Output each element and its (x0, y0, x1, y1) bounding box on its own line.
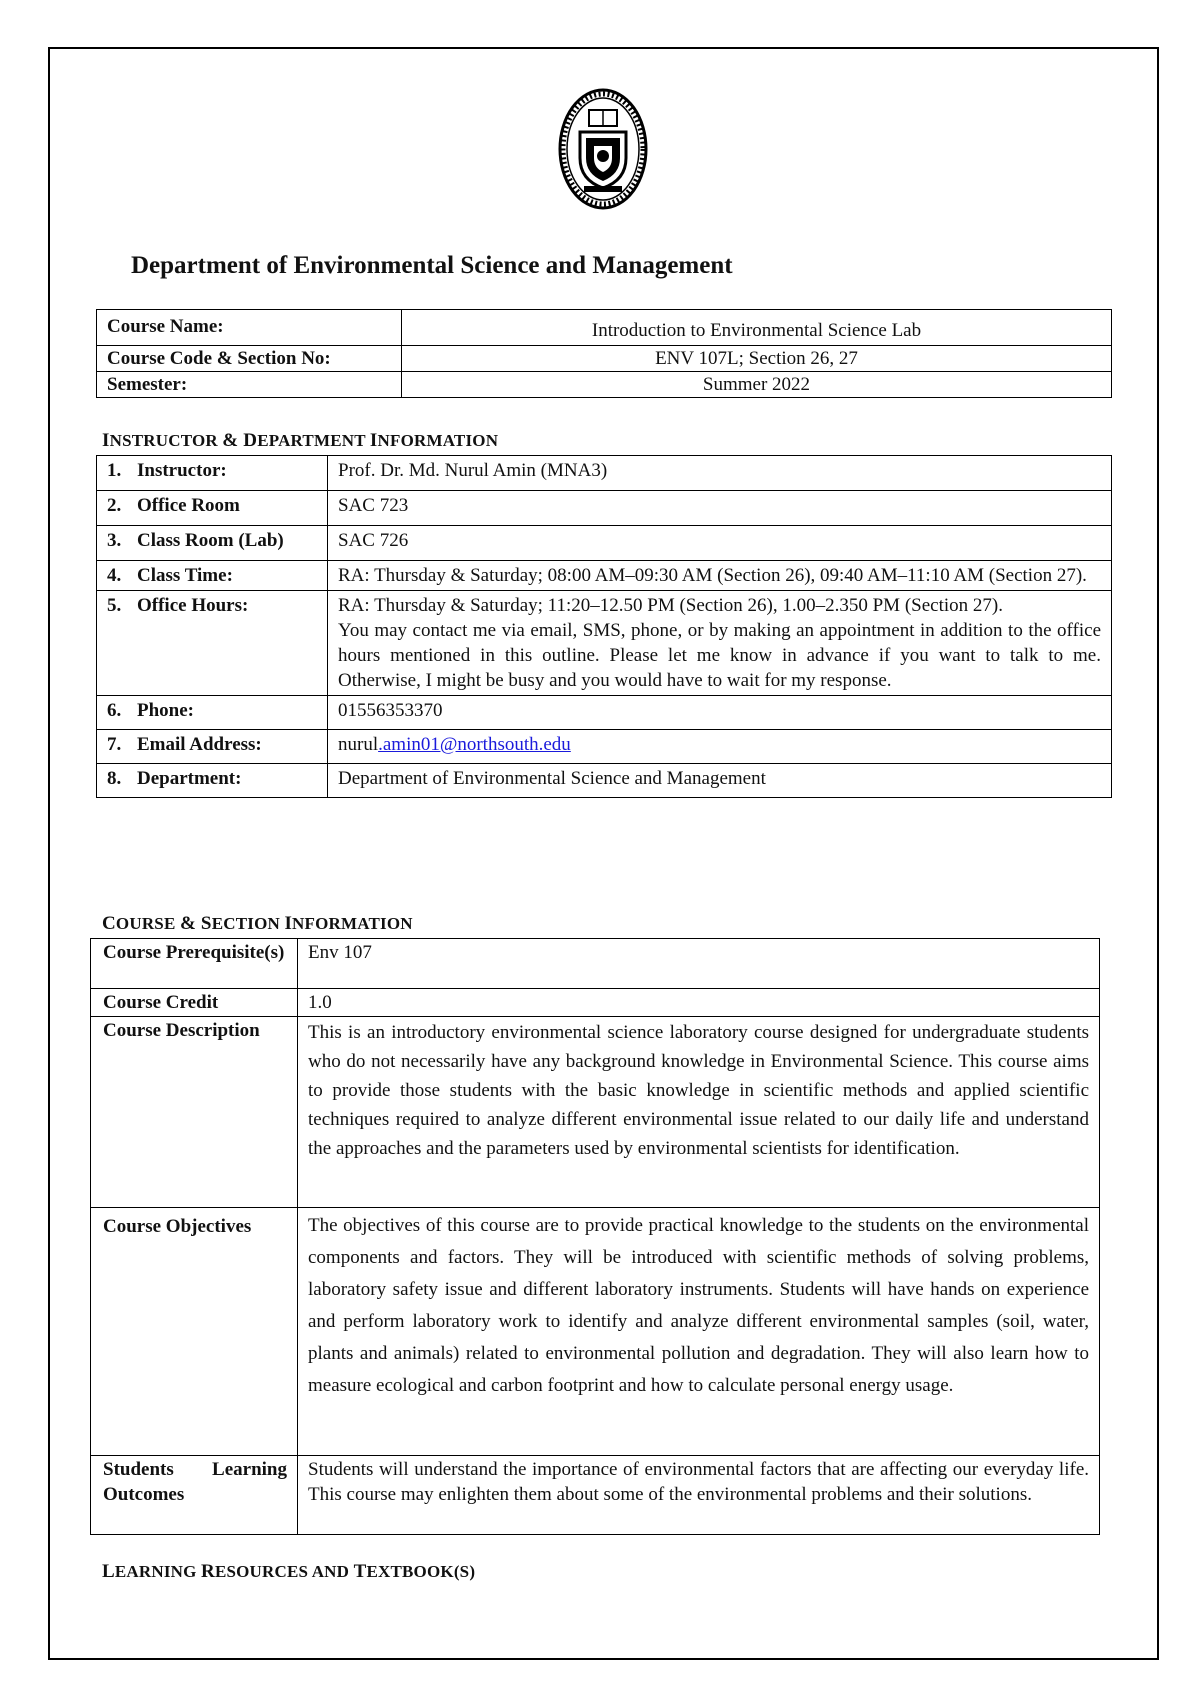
class-room-value: SAC 726 (328, 526, 1112, 561)
office-room-label: 2. Office Room (97, 491, 328, 526)
class-room-label: 3. Class Room (Lab) (97, 526, 328, 561)
office-hours-value: RA: Thursday & Saturday; 11:20–12.50 PM (Section 26), 1.00–2.350 PM (Section 27). You may contact me via email, SMS, phone, or by making an appointment in addition to the office hours mentioned in this outline. Please let me know in advance if you want to talk to me. Otherwise, I might be busy and you would have to wait for my response. (328, 591, 1112, 696)
instructor-label: 1. Instructor: (97, 456, 328, 491)
office-room-value: SAC 723 (328, 491, 1112, 526)
table-row (97, 526, 1112, 561)
university-seal-logo (558, 88, 648, 210)
learning-outcomes-value: Students will understand the importance of environmental factors that are affecting our everyday life. This course may enlighten them about some of the environmental problems and their solutions. (298, 1456, 1100, 1535)
course-name-label: Course Name: (97, 310, 402, 346)
email-value: nurul.amin01@northsouth.edu (328, 730, 1112, 764)
class-time-value: RA: Thursday & Saturday; 08:00 AM–09:30 AM (Section 26), 09:40 AM–11:10 AM (Section 27). (328, 561, 1112, 591)
class-time-label: 4. Class Time: (97, 561, 328, 591)
table-row (97, 372, 1112, 398)
course-info-table (90, 938, 1100, 1535)
course-description-value: This is an introductory environmental science laboratory course designed for undergraduate students who do not necessarily have any background knowledge in Environmental Science. This course aims to provide those students with the basic knowledge in scientific methods and applied scientific techniques required to analyze different environmental issue related to our daily life and understand the approaches and the parameters used by environmental scientists for identification. (298, 1017, 1100, 1208)
department-value: Department of Environmental Science and Management (328, 764, 1112, 798)
course-section-heading: COURSE & SECTION INFORMATION (102, 913, 413, 934)
table-row (97, 591, 1112, 696)
resources-section-heading: LEARNING RESOURCES AND TEXTBOOK(S) (102, 1561, 476, 1582)
phone-label: 6. Phone: (97, 696, 328, 730)
table-row (97, 730, 1112, 764)
instructor-section-heading: INSTRUCTOR & DEPARTMENT INFORMATION (102, 430, 499, 451)
prerequisite-label: Course Prerequisite(s) (91, 939, 298, 989)
department-title: Department of Environmental Science and Management (131, 252, 733, 279)
table-row (91, 989, 1100, 1017)
course-credit-value: 1.0 (298, 989, 1100, 1017)
office-hours-note: You may contact me via email, SMS, phone, or by making an appointment in addition to the office hours mentioned in this outline. Please let me know in advance if you want to talk to me. Otherwise, I might be busy and you would have to wait for my response. (338, 620, 1101, 691)
learning-outcomes-label: Students Learning Outcomes (91, 1456, 298, 1535)
semester-value: Summer 2022 (402, 372, 1112, 398)
table-row (91, 1208, 1100, 1456)
prerequisite-value: Env 107 (298, 939, 1100, 989)
course-summary-table (96, 309, 1112, 398)
instructor-value: Prof. Dr. Md. Nurul Amin (MNA3) (328, 456, 1112, 491)
table-row (97, 346, 1112, 372)
email-link[interactable]: .amin01@northsouth.edu (378, 734, 571, 755)
email-label: 7. Email Address: (97, 730, 328, 764)
office-hours-label: 5. Office Hours: (97, 591, 328, 696)
course-code-label: Course Code & Section No: (97, 346, 402, 372)
table-row (97, 456, 1112, 491)
table-row (97, 764, 1112, 798)
course-objectives-label: Course Objectives (91, 1208, 298, 1456)
table-row (91, 1456, 1100, 1535)
course-code-value: ENV 107L; Section 26, 27 (402, 346, 1112, 372)
table-row (97, 696, 1112, 730)
table-row (97, 491, 1112, 526)
course-description-label: Course Description (91, 1017, 298, 1208)
table-row (91, 1017, 1100, 1208)
department-label: 8. Department: (97, 764, 328, 798)
table-row (97, 561, 1112, 591)
phone-value: 01556353370 (328, 696, 1112, 730)
table-row (91, 939, 1100, 989)
semester-label: Semester: (97, 372, 402, 398)
course-objectives-value: The objectives of this course are to provide practical knowledge to the students on the environmental components and factors. They will be introduced with scientific methods of solving problems, laboratory safety issue and different laboratory instruments. Students will have hands on experience and perform laboratory work to identify and analyze different environmental samples (soil, water, plants and animals) related to environmental pollution and degradation. They will also learn how to measure ecological and carbon footprint and how to calculate personal energy usage. (298, 1208, 1100, 1456)
instructor-info-table (96, 455, 1112, 798)
course-credit-label: Course Credit (91, 989, 298, 1017)
course-name-value: Introduction to Environmental Science Lab (402, 310, 1112, 346)
table-row (97, 310, 1112, 346)
